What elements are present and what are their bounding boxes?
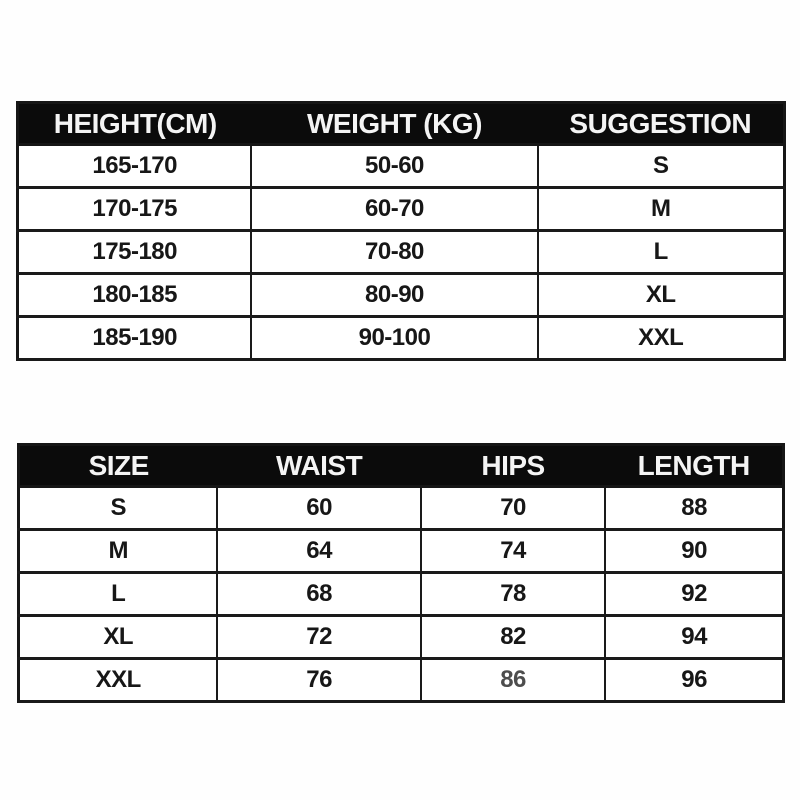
- hips-cell: 82: [421, 616, 605, 659]
- suggested-size-cell: XL: [538, 274, 785, 317]
- header-cell-size: SIZE: [19, 445, 218, 487]
- table-row: [19, 659, 784, 702]
- hips-cell: 70: [421, 487, 605, 530]
- table-row: [19, 616, 784, 659]
- suggested-size-cell: L: [538, 231, 785, 274]
- waist-cell: 60: [217, 487, 420, 530]
- table-row: [18, 231, 785, 274]
- table-header-row: [18, 103, 785, 145]
- weight-range-cell: 70-80: [251, 231, 537, 274]
- header-cell-waist: WAIST: [217, 445, 420, 487]
- size-measurements-table: [17, 443, 785, 703]
- size-cell: M: [19, 530, 218, 573]
- table-row: [18, 188, 785, 231]
- size-cell: L: [19, 573, 218, 616]
- size-cell: XL: [19, 616, 218, 659]
- table-row: [19, 530, 784, 573]
- length-cell: 94: [605, 616, 783, 659]
- weight-range-cell: 80-90: [251, 274, 537, 317]
- waist-cell: 72: [217, 616, 420, 659]
- waist-cell: 64: [217, 530, 420, 573]
- waist-cell: 68: [217, 573, 420, 616]
- height-range-cell: 180-185: [18, 274, 252, 317]
- weight-range-cell: 60-70: [251, 188, 537, 231]
- table-row: [19, 573, 784, 616]
- suggested-size-cell: XXL: [538, 317, 785, 360]
- height-range-cell: 185-190: [18, 317, 252, 360]
- length-cell: 88: [605, 487, 783, 530]
- header-cell-hips: HIPS: [421, 445, 605, 487]
- length-cell: 90: [605, 530, 783, 573]
- suggested-size-cell: M: [538, 188, 785, 231]
- length-cell: 96: [605, 659, 783, 702]
- table-row: [19, 487, 784, 530]
- size-cell: XXL: [19, 659, 218, 702]
- size-cell: S: [19, 487, 218, 530]
- table-row: [18, 145, 785, 188]
- height-range-cell: 170-175: [18, 188, 252, 231]
- hips-cell: 78: [421, 573, 605, 616]
- header-cell-weight: WEIGHT (KG): [251, 103, 537, 145]
- height-range-cell: 165-170: [18, 145, 252, 188]
- header-cell-suggestion: SUGGESTION: [538, 103, 785, 145]
- header-cell-height: HEIGHT(CM): [18, 103, 252, 145]
- weight-range-cell: 50-60: [251, 145, 537, 188]
- table-row: [18, 317, 785, 360]
- header-cell-length: LENGTH: [605, 445, 783, 487]
- hips-cell: 74: [421, 530, 605, 573]
- length-cell: 92: [605, 573, 783, 616]
- waist-cell: 76: [217, 659, 420, 702]
- hips-cell: 86: [421, 659, 605, 702]
- suggested-size-cell: S: [538, 145, 785, 188]
- height-range-cell: 175-180: [18, 231, 252, 274]
- height-weight-suggestion-table: [16, 101, 786, 361]
- table-header-row: [19, 445, 784, 487]
- table-row: [18, 274, 785, 317]
- weight-range-cell: 90-100: [251, 317, 537, 360]
